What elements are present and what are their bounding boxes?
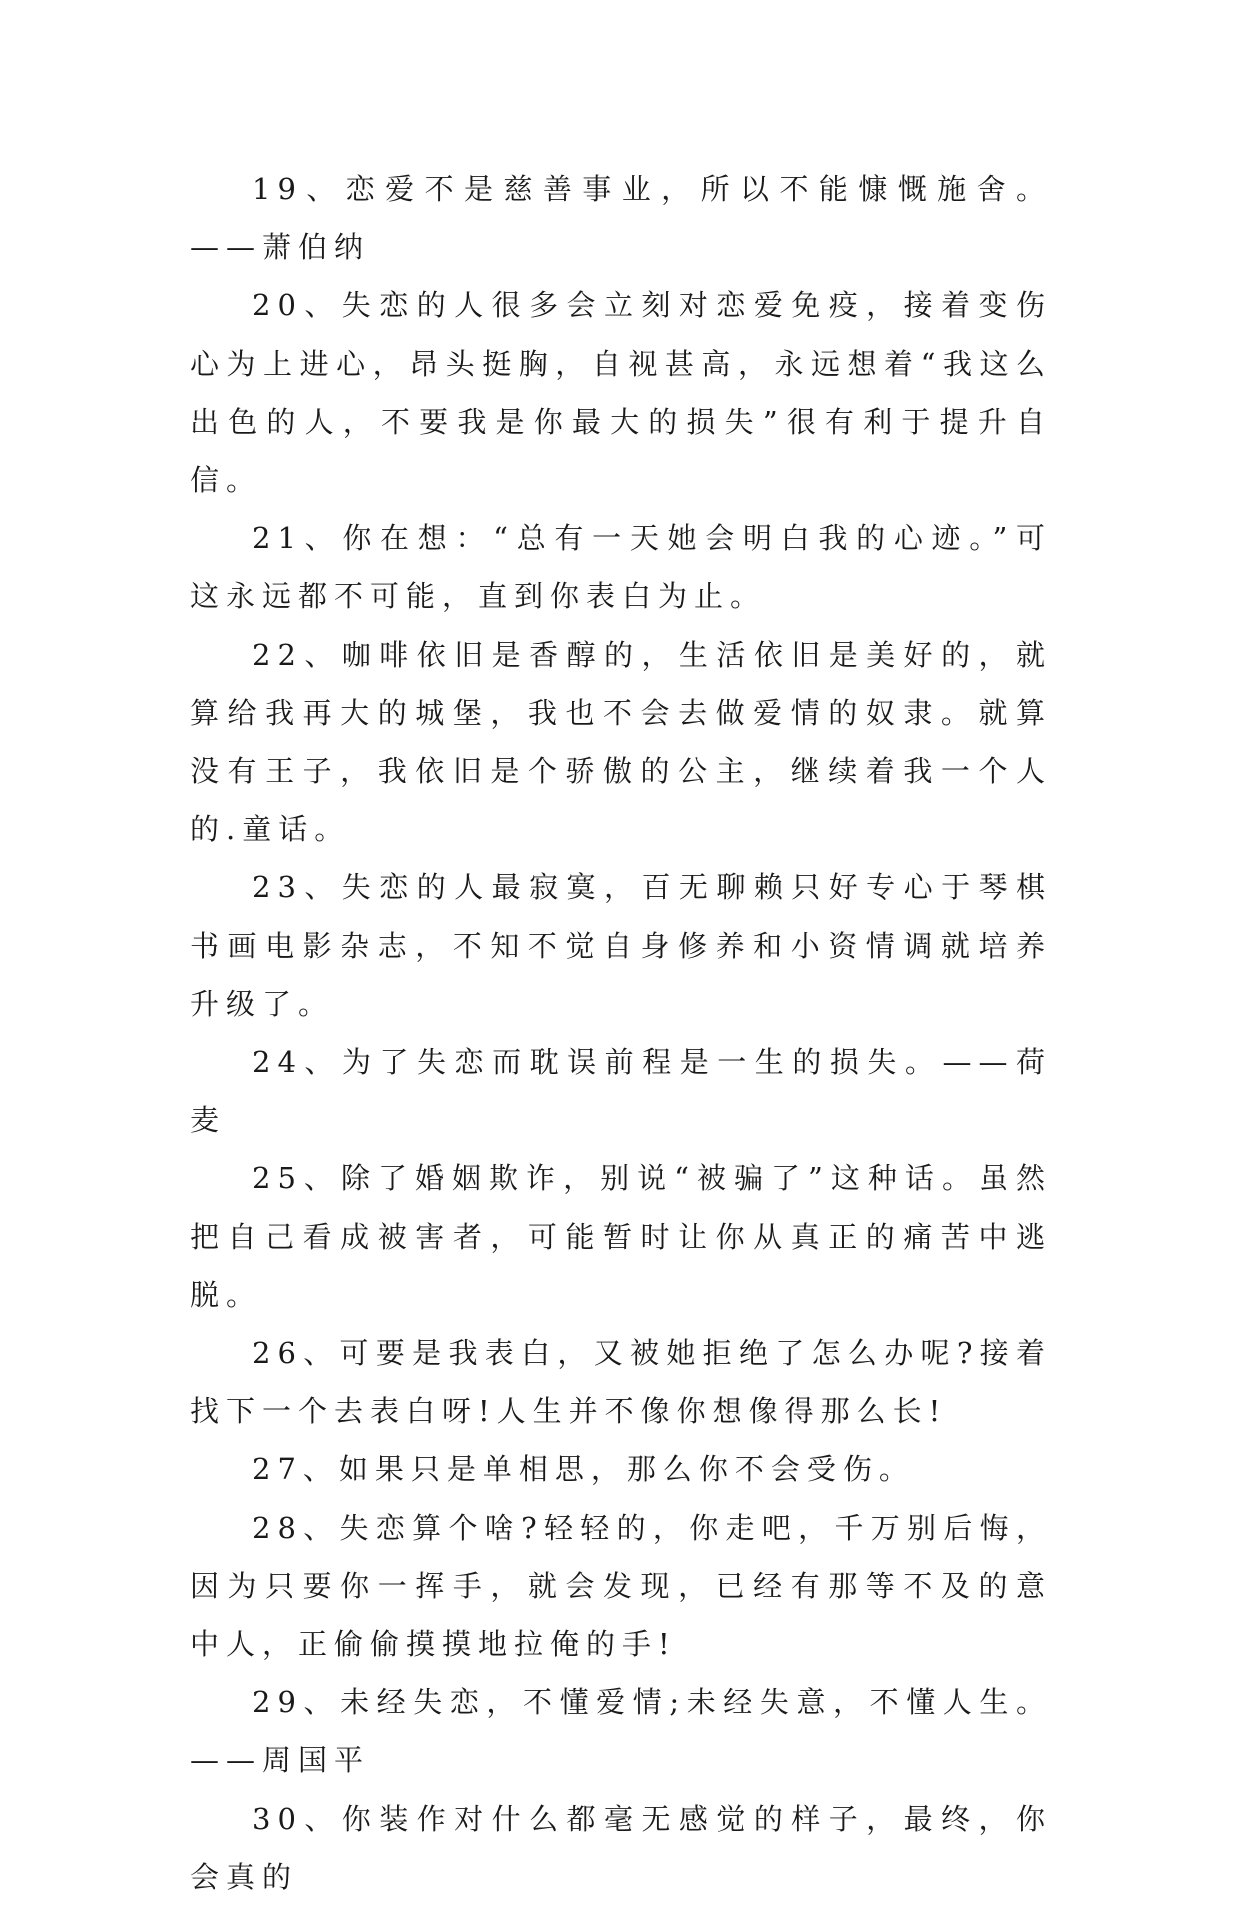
paragraph-29: 29、未经失恋，不懂爱情;未经失意，不懂人生。——周国平 xyxy=(190,1685,1052,1778)
paragraph-21: 21、你在想：“总有一天她会明白我的心迹。”可这永远都不可能，直到你表白为止。 xyxy=(190,521,1052,614)
paragraph-30: 30、你装作对什么都毫无感觉的样子，最终，你会真的 xyxy=(190,1801,1052,1894)
paragraph-19: 19、恋爱不是慈善事业，所以不能慷慨施舍。——萧伯纳 xyxy=(190,172,1052,265)
paragraph-24: 24、为了失恋而耽误前程是一生的损失。——荷麦 xyxy=(190,1045,1052,1138)
paragraph-23: 23、失恋的人最寂寞，百无聊赖只好专心于琴棋书画电影杂志，不知不觉自身修养和小资情调就培养升级了。 xyxy=(190,870,1052,1021)
paragraph-27: 27、如果只是单相思，那么你不会受伤。 xyxy=(252,1452,915,1487)
paragraph-22: 22、咖啡依旧是香醇的，生活依旧是美好的，就算给我再大的城堡，我也不会去做爱情的奴隶。就算没有王子，我依旧是个骄傲的公主，继续着我一个人的.童话。 xyxy=(190,637,1052,847)
document-page xyxy=(190,160,1052,1906)
paragraph-26: 26、可要是我表白，又被她拒绝了怎么办呢?接着找下一个去表白呀!人生并不像你想像得那么长! xyxy=(190,1336,1052,1429)
paragraph-25: 25、除了婚姻欺诈，别说“被骗了”这种话。虽然把自己看成被害者，可能暂时让你从真正的痛苦中逃脱。 xyxy=(190,1161,1052,1312)
paragraph-20: 20、失恋的人很多会立刻对恋爱免疫，接着变伤心为上进心，昂头挺胸，自视甚高，永远想着“我这么出色的人，不要我是你最大的损失”很有利于提升自信。 xyxy=(190,288,1052,498)
paragraph-28: 28、失恋算个啥?轻轻的，你走吧，千万别后悔，因为只要你一挥手，就会发现，已经有那等不及的意中人，正偷偷摸摸地拉俺的手! xyxy=(190,1510,1052,1662)
